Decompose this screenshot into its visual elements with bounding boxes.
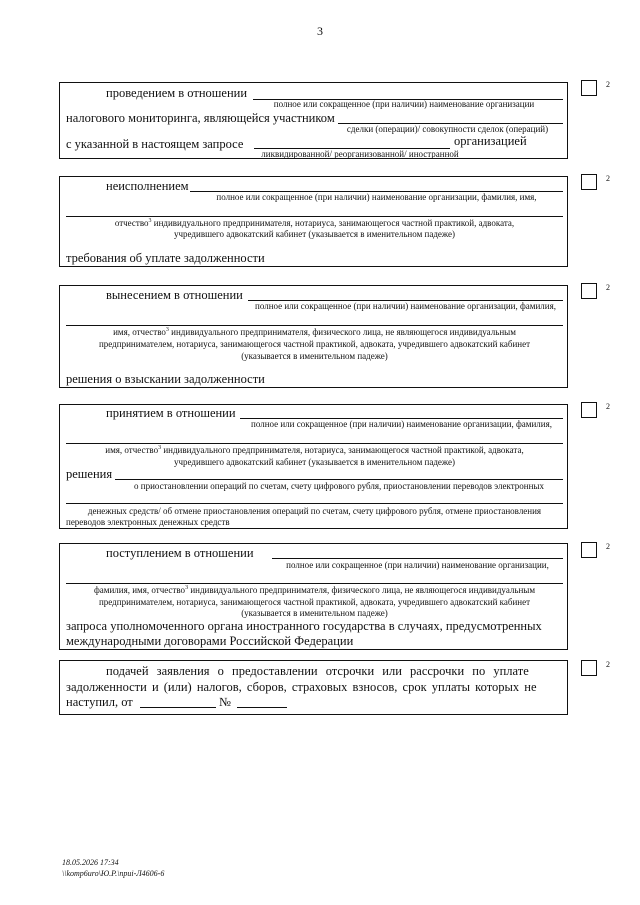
section-suspension-line1: принятием в отношении [106,406,236,420]
caption: переводов электронных денежных средств [66,517,230,527]
footnote-mark: 3 [165,327,169,333]
section-monitoring-line2: налогового мониторинга, являющейся участником [66,111,335,125]
caption: фамилия, имя, отчество$^3$ индивидуального предпринимателя, физического лица, не являющегося индивидуальным [93,585,536,595]
caption: предпринимателем, нотариуса, занимающегося частной практикой, адвоката, учредившего адвокатский кабинет [98,597,530,607]
caption: предпринимателем, нотариуса, занимающегося частной практикой, адвоката, учредившего адвокатский кабинет [98,339,530,349]
page-number: 3 [317,24,323,38]
section-foreign-request-line3: международными договорами Российской Федерации [66,634,354,648]
fill-line [115,479,563,480]
section-foreign-request-line2: запроса уполномоченного органа иностранного государства в случаях, предусмотренных [66,619,542,633]
fill-line [66,216,563,217]
checkbox-deferral[interactable] [581,660,597,676]
checkbox-monitoring[interactable] [581,80,597,96]
caption: о приостановлении операций по счетам, счету цифрового рубля, приостановлении переводов электронных [134,481,544,491]
section-collection-line2: решения о взыскании задолженности [66,372,265,386]
checkbox-collection[interactable] [581,283,597,299]
caption: ликвидированной/ реорганизованной/ иностранной [261,149,459,159]
checkbox-nonfulfillment[interactable] [581,174,597,190]
caption: имя, отчество$^3$ индивидуального предпринимателя, нотариуса, занимающегося частной практикой, адвоката, [105,445,524,455]
footnote-mark: 3 [148,218,152,224]
section-deferral-line2: задолженности и (или) налогов, сборов, страховых взносов, срок уплаты которых не [66,680,537,694]
checkbox-suspension[interactable] [581,402,597,418]
fill-line [272,558,563,559]
caption: (указывается в именительном падеже) [241,608,388,618]
footer-reference: \\komp6uro\Ю.Р.\приi-Л4606-6 [62,869,165,878]
checkbox-note: 2 [606,80,610,89]
number-field[interactable] [237,707,287,708]
section-monitoring-line3: с указанной в настоящем запросе [66,137,244,151]
fill-line [66,503,563,504]
section-nonfulfillment-line1: неисполнением [106,179,189,193]
section-monitoring-line3-end: организацией [454,134,527,148]
checkbox-note: 2 [606,660,610,669]
caption: полное или сокращенное (при наличии) наименование организации, фамилия, имя, [216,192,537,202]
checkbox-note: 2 [606,542,610,551]
caption: полное или сокращенное (при наличии) наименование организации, фамилия, [251,419,552,429]
footnote-mark: 3 [185,585,189,591]
caption: учредившего адвокатский кабинет (указывается в именительном падеже) [174,457,455,467]
caption: учредившего адвокатский кабинет (указывается в именительном падеже) [174,229,455,239]
section-monitoring-line1: проведением в отношении [106,86,248,100]
fill-line [66,443,563,444]
caption: имя, отчество$^3$ индивидуального предпринимателя, физического лица, не являющегося индивидуальным [113,327,516,337]
caption: полное или сокращенное (при наличии) наименование организации, фамилия, [255,301,556,311]
date-field[interactable] [140,707,216,708]
caption: полное или сокращенное (при наличии) наименование организации [273,99,535,109]
caption: полное или сокращенное (при наличии) наименование организации, [286,560,549,570]
fill-line [66,583,563,584]
caption: сделки (операции)/ совокупности сделок (операций) [346,124,549,134]
section-deferral-line1: подачей заявления о предоставлении отсрочки или рассрочки по уплате [106,664,529,678]
section-foreign-request-line1: поступлением в отношении [106,546,254,560]
footer-datetime: 18.05.2026 17:34 [62,858,119,867]
checkbox-note: 2 [606,174,610,183]
section-nonfulfillment-line2: требования об уплате задолженности [66,251,265,265]
checkbox-note: 2 [606,283,610,292]
number-sign: № [219,695,231,709]
section-suspension-line2: решения [66,467,113,481]
checkbox-foreign-request[interactable] [581,542,597,558]
section-deferral-line3: наступил, от [66,695,133,709]
fill-line [66,325,563,326]
checkbox-note: 2 [606,402,610,411]
caption: отчество$^3$ индивидуального предпринимателя, нотариуса, занимающегося частной практикой, адвоката, [114,218,515,228]
footnote-mark: 3 [158,445,162,451]
section-collection-line1: вынесением в отношении [106,288,243,302]
caption: денежных средств/ об отмене приостановления операций по счетам, счету цифрового рубля, отмене приостановления [87,506,542,516]
caption: (указывается в именительном падеже) [241,351,388,361]
